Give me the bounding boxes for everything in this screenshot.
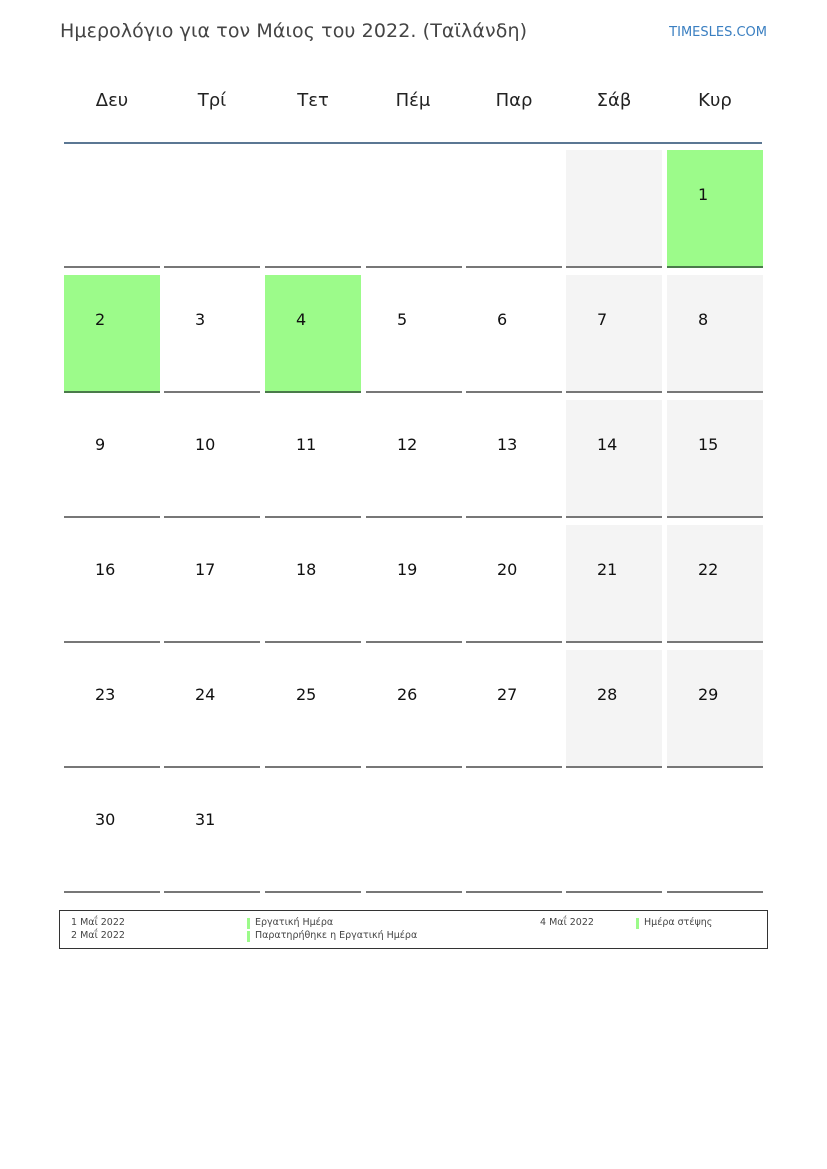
day-cell[interactable] xyxy=(466,525,562,643)
day-cell[interactable] xyxy=(566,400,662,518)
day-cell[interactable] xyxy=(366,650,462,768)
day-cell[interactable] xyxy=(265,525,361,643)
day-number: 25 xyxy=(296,685,317,704)
day-number: 13 xyxy=(497,435,518,454)
day-number: 17 xyxy=(195,560,216,579)
day-number: 4 xyxy=(296,310,307,329)
empty-day-cell xyxy=(366,775,462,893)
day-cell[interactable] xyxy=(466,650,562,768)
empty-day-cell xyxy=(566,150,662,268)
day-cell[interactable] xyxy=(164,650,260,768)
day-cell[interactable] xyxy=(265,650,361,768)
weekday-header-row xyxy=(62,90,762,120)
day-number: 24 xyxy=(195,685,216,704)
weekday-fri: Παρ xyxy=(495,90,533,111)
day-number: 14 xyxy=(597,435,618,454)
day-cell[interactable] xyxy=(667,525,763,643)
day-cell[interactable] xyxy=(64,275,160,393)
weekday-sat: Σάβ xyxy=(596,90,632,111)
day-number: 2 xyxy=(95,310,106,329)
legend-date: 2 Μαΐ 2022 xyxy=(71,930,125,941)
day-cell[interactable] xyxy=(466,275,562,393)
empty-day-cell xyxy=(164,150,260,268)
day-number: 23 xyxy=(95,685,116,704)
day-cell[interactable] xyxy=(366,525,462,643)
holiday-legend xyxy=(59,910,768,949)
legend-holiday-name: Ημέρα στέψης xyxy=(636,917,712,928)
empty-day-cell xyxy=(366,150,462,268)
day-cell[interactable] xyxy=(366,275,462,393)
weekday-thu: Πέμ xyxy=(395,90,431,111)
empty-day-cell xyxy=(566,775,662,893)
legend-date: 1 Μαΐ 2022 xyxy=(71,917,125,928)
day-number: 20 xyxy=(497,560,518,579)
day-cell[interactable] xyxy=(265,400,361,518)
weekday-sun: Κυρ xyxy=(698,90,732,111)
brand-link[interactable]: TIMESLES.COM xyxy=(669,25,767,40)
day-number: 31 xyxy=(195,810,216,829)
day-number: 8 xyxy=(698,310,709,329)
day-cell[interactable] xyxy=(566,275,662,393)
day-number: 10 xyxy=(195,435,216,454)
day-number: 15 xyxy=(698,435,719,454)
day-cell[interactable] xyxy=(667,400,763,518)
day-number: 26 xyxy=(397,685,418,704)
day-number: 7 xyxy=(597,310,608,329)
weekday-wed: Τετ xyxy=(297,90,329,111)
day-cell[interactable] xyxy=(667,150,763,268)
day-number: 29 xyxy=(698,685,719,704)
day-cell[interactable] xyxy=(64,525,160,643)
day-cell[interactable] xyxy=(667,275,763,393)
day-cell[interactable] xyxy=(667,650,763,768)
day-cell[interactable] xyxy=(164,275,260,393)
day-cell[interactable] xyxy=(64,400,160,518)
empty-day-cell xyxy=(265,150,361,268)
day-number: 16 xyxy=(95,560,116,579)
day-number: 18 xyxy=(296,560,317,579)
day-number: 9 xyxy=(95,435,106,454)
day-number: 27 xyxy=(497,685,518,704)
empty-day-cell xyxy=(466,150,562,268)
legend-date: 4 Μαΐ 2022 xyxy=(540,917,594,928)
empty-day-cell xyxy=(466,775,562,893)
day-cell[interactable] xyxy=(64,650,160,768)
day-cell[interactable] xyxy=(164,775,260,893)
day-number: 1 xyxy=(698,185,709,204)
empty-day-cell xyxy=(667,775,763,893)
day-number: 6 xyxy=(497,310,508,329)
legend-holiday-name: Εργατική Ημέρα xyxy=(247,917,333,928)
day-number: 3 xyxy=(195,310,206,329)
day-cell[interactable] xyxy=(466,400,562,518)
day-cell[interactable] xyxy=(265,275,361,393)
day-number: 30 xyxy=(95,810,116,829)
empty-day-cell xyxy=(265,775,361,893)
day-cell[interactable] xyxy=(164,400,260,518)
day-cell[interactable] xyxy=(64,775,160,893)
day-number: 22 xyxy=(698,560,719,579)
header-divider xyxy=(64,142,762,144)
day-number: 11 xyxy=(296,435,317,454)
empty-day-cell xyxy=(64,150,160,268)
day-number: 21 xyxy=(597,560,618,579)
legend-holiday-name: Παρατηρήθηκε η Εργατική Ημέρα xyxy=(247,930,417,941)
day-number: 5 xyxy=(397,310,408,329)
weekday-mon: Δευ xyxy=(95,90,129,111)
page-title: Ημερολόγιο για τον Μάιος του 2022. (Ταϊλάνδη) xyxy=(60,20,528,42)
day-cell[interactable] xyxy=(164,525,260,643)
weekday-tue: Τρί xyxy=(197,90,227,111)
day-cell[interactable] xyxy=(566,650,662,768)
day-cell[interactable] xyxy=(366,400,462,518)
day-number: 12 xyxy=(397,435,418,454)
day-number: 19 xyxy=(397,560,418,579)
day-cell[interactable] xyxy=(566,525,662,643)
day-number: 28 xyxy=(597,685,618,704)
